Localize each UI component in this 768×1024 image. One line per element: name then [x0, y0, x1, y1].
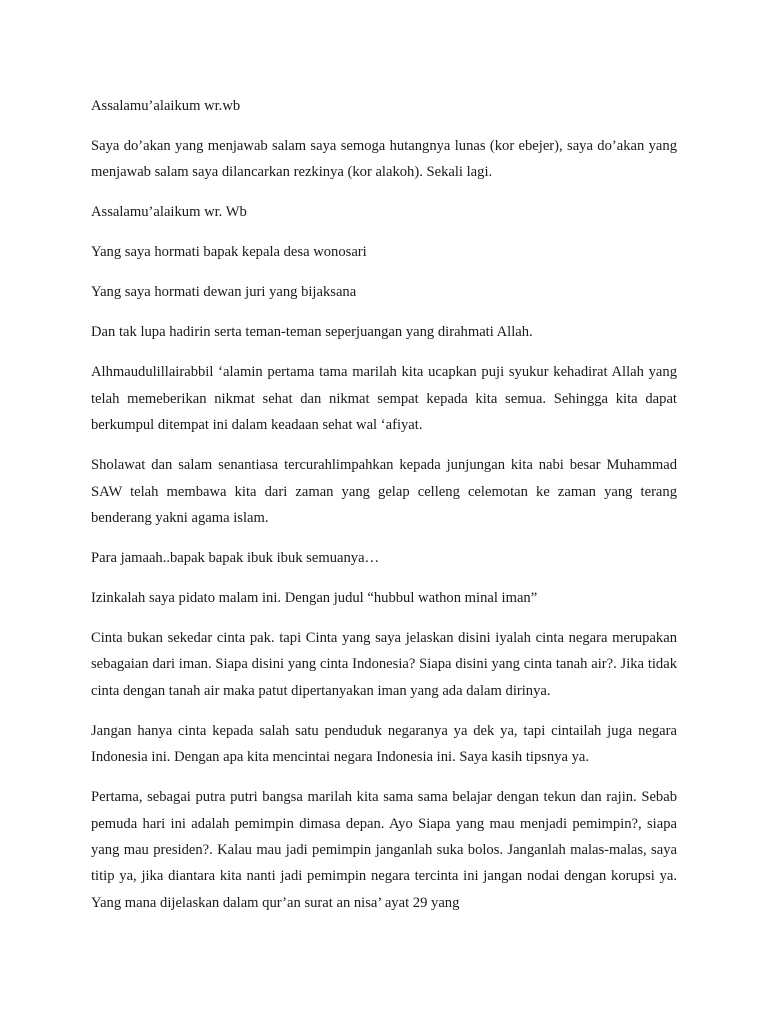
paragraph-speech-title: Izinkalah saya pidato malam ini. Dengan judul “hubbul wathon minal iman”: [91, 590, 538, 607]
paragraph-jamaah: Para jamaah..bapak bapak ibuk ibuk semuanya…: [91, 550, 380, 567]
paragraph-respect-jury: Yang saya hormati dewan juri yang bijaksana: [91, 284, 357, 301]
paragraph-sholawat: Sholawat dan salam senantiasa tercurahlimpahkan kepada junjungan kita nabi besar Muhammad SAW telah membawa kita dari zaman yang gelap celleng celemotan ke zaman yang terang benderang yakni agama islam.: [91, 457, 677, 527]
paragraph-audience: Dan tak lupa hadirin serta teman-teman seperjuangan yang dirahmati Allah.: [91, 324, 533, 341]
paragraph-doa: Saya do’akan yang menjawab salam saya semoga hutangnya lunas (kor ebejer), saya do’akan yang menjawab salam saya dilancarkan rezkinya (kor alakoh). Sekali lagi.: [91, 138, 677, 181]
paragraph-first-tip: Pertama, sebagai putra putri bangsa marilah kita sama sama belajar dengan tekun dan rajin. Sebab pemuda hari ini adalah pemimpin dimasa depan. Ayo Siapa yang mau menjadi pemimpin?, siapa yang mau presiden?. Kalau mau jadi pemimpin janganlah suka bolos. Janganlah malas-malas, saya titip ya, jika diantara kita nanti jadi pemimpin negara tercinta ini jangan nodai dengan korupsi ya. Yang mana dijelaskan dalam qur’an surat an nisa’ ayat 29 yang: [91, 789, 677, 911]
paragraph-greeting-repeat: Assalamu’alaikum wr. Wb: [91, 204, 247, 221]
paragraph-greeting: Assalamu’alaikum wr.wb: [91, 98, 241, 114]
paragraph-love-indonesia: Jangan hanya cinta kepada salah satu penduduk negaranya ya dek ya, tapi cintailah juga negara Indonesia ini. Dengan apa kita mencintai negara Indonesia ini. Saya kasih tipsnya ya.: [91, 722, 677, 766]
paragraph-respect-village-head: Yang saya hormati bapak kepala desa wonosari: [91, 244, 367, 261]
document-page: [91, 93, 677, 916]
paragraph-love-country: Cinta bukan sekedar cinta pak. tapi Cinta yang saya jelaskan disini iyalah cinta negara merupakan sebagaian dari iman. Siapa disini yang cinta Indonesia? Siapa disini yang cinta tanah air?. Jika tidak cinta dengan tanah air maka patut dipertanyakan iman yang ada dalam dirinya.: [91, 630, 677, 699]
paragraph-gratitude: Alhmaudulillairabbil ‘alamin pertama tama marilah kita ucapkan puji syukur kehadirat Allah yang telah memeberikan nikmat sehat dan nikmat sempat kepada kita semua. Sehingga kita dapat berkumpul ditempat ini dalam keadaan sehat wal ‘afiyat.: [91, 364, 677, 434]
